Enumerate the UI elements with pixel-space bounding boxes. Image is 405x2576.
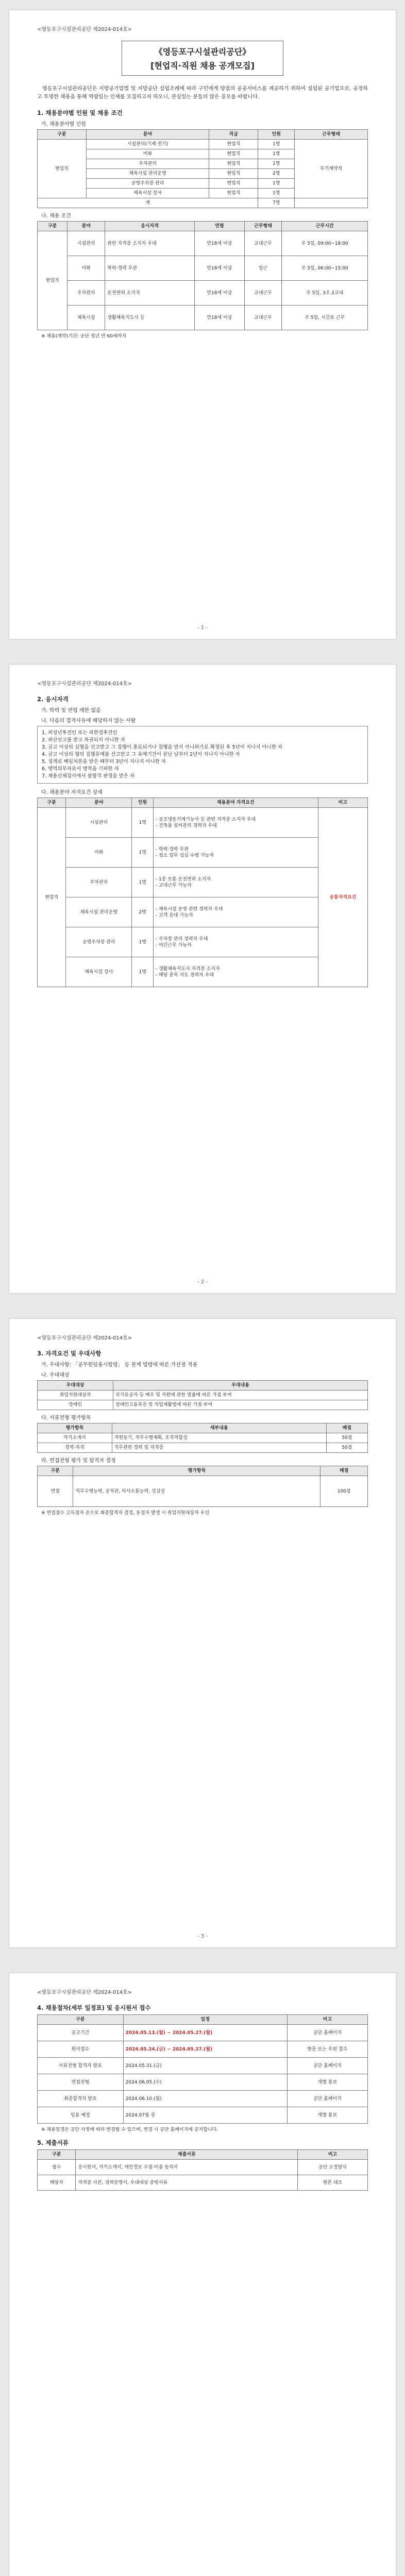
table-cell: 현업직 xyxy=(209,159,258,169)
table-header: 평가항목 xyxy=(73,1466,320,1476)
table-row xyxy=(38,1400,368,1410)
table-cell: - 학력·경력 무관 - 청소 업무 성실 수행 가능자 xyxy=(153,838,318,868)
title-box xyxy=(122,41,283,76)
table-cell: 만18세 이상 xyxy=(195,231,245,256)
table-cell: - 주차장 관리 경력자 우대 - 야간근무 가능자 xyxy=(153,927,318,957)
page-number: - 1 - xyxy=(197,625,208,631)
table-cell: 미화 xyxy=(68,256,105,281)
table-header: 평가항목 xyxy=(38,1423,112,1433)
table-cell: 1명 xyxy=(258,179,295,189)
table-cell: 장애인 xyxy=(38,1400,113,1410)
schedule-note: ※ 채용일정은 공단 사정에 따라 변경될 수 있으며, 변경 시 공단 홈페이지에 공지합니다. xyxy=(41,2127,218,2132)
table-cell: 50점 xyxy=(326,1433,367,1443)
table-cell: 필수 xyxy=(38,2160,76,2175)
table-header: 세부내용 xyxy=(112,1423,326,1433)
list-item: 3. 금고 이상의 실형을 선고받고 그 집행이 종료되거나 집행을 받지 아니하기로 확정된 후 5년이 지나지 아니한 자 xyxy=(42,744,283,750)
table-cell: 만18세 이상 xyxy=(195,281,245,306)
table-cell: 학력·경력 무관 xyxy=(105,256,195,281)
table-cell: 현업직 xyxy=(209,179,258,189)
table-cell: - 1종 보통 운전면허 소지자 - 교대근무 가능자 xyxy=(153,868,318,897)
table-cell: 공영주차장 관리 xyxy=(86,179,209,189)
table-cell: 주차관리 xyxy=(66,868,132,897)
table-header: 비고 xyxy=(318,798,367,808)
table-cell: 자격증 사본, 경력증명서, 우대대상 증빙서류 xyxy=(76,2175,298,2191)
section-2c-label: 다. 채용분야 자격요건 상세 xyxy=(41,790,103,795)
table-total-row xyxy=(38,198,368,208)
document-number: <영등포구시설관리공단 제2024-014호> xyxy=(37,1990,132,1995)
table-cell: 공단 소정양식 xyxy=(298,2160,368,2175)
table-cell: 자기소개서 xyxy=(38,1433,112,1443)
table-cell: 체육시설 강사 xyxy=(66,957,132,987)
table-header: 분야 xyxy=(68,222,105,231)
table-header: 구분 xyxy=(38,1466,73,1476)
table-cell: 2024.06.10.(월) xyxy=(123,2091,287,2107)
list-item: 5. 징계로 해임처분을 받은 때부터 3년이 지나지 아니한 자 xyxy=(42,759,166,765)
total-label: 계 xyxy=(38,198,258,208)
table-cell: 장애인고용촉진 및 직업재활법에 따른 가점 부여 xyxy=(113,1400,368,1410)
table-header: 연령 xyxy=(195,222,245,231)
table-row xyxy=(38,2058,368,2074)
table-cell: 미화 xyxy=(66,838,132,868)
table-cell: 주 5일, 09:00~18:00 xyxy=(282,231,368,256)
table-header: 분야 xyxy=(86,130,209,140)
section-3a-label: 가. 우대사항: 「공무원임용시험령」 등 관계 법령에 따른 가산점 적용 xyxy=(41,1362,198,1368)
table-cell: 개별 통보 xyxy=(287,2107,367,2124)
table-header: 구분 xyxy=(38,2150,76,2160)
table-header: 근무형태 xyxy=(244,222,282,231)
table-cell: 2024.07월 중 xyxy=(123,2107,287,2124)
table-cell: 2024.06.05.(수) xyxy=(123,2074,287,2091)
table-cell: 2명 xyxy=(132,897,154,927)
table-row xyxy=(38,231,368,256)
table-cell: 운전면허 소지자 xyxy=(105,281,195,306)
document-number: <영등포구시설관리공단 제2024-014호> xyxy=(37,1335,132,1341)
preference-table xyxy=(37,1380,368,1410)
document-page-4 xyxy=(9,1973,396,2576)
table-row xyxy=(38,281,368,306)
table-header: 비고 xyxy=(298,2150,368,2160)
document-page-1 xyxy=(9,10,396,639)
schedule-table xyxy=(37,2014,368,2124)
table-row xyxy=(38,2175,368,2191)
table-cell: 주 5일, 3조 2교대 xyxy=(282,281,368,306)
table-cell: 시설관리(기계·전기) xyxy=(86,140,209,149)
total-value: 7명 xyxy=(258,198,295,208)
table-cell: 1명 xyxy=(258,149,295,159)
document-number: <영등포구시설관리공단 제2024-014호> xyxy=(37,27,132,32)
table-header: 제출서류 xyxy=(76,2150,298,2160)
table-cell: 체육시설 관리운영 xyxy=(66,897,132,927)
table-row xyxy=(38,2041,368,2058)
page-number: - 2 - xyxy=(197,1279,208,1285)
table-cell: 응시원서, 자기소개서, 개인정보 수집·이용 동의서 xyxy=(76,2160,298,2175)
table-cell: 주차관리 xyxy=(68,281,105,306)
table-cell: 체육시설 강사 xyxy=(86,189,209,198)
table-header: 배점 xyxy=(326,1423,367,1433)
remark-cell: 공통자격요건 xyxy=(318,808,367,987)
table-cell: 생활체육지도사 등 xyxy=(105,306,195,330)
table-cell: 현업직 xyxy=(209,140,258,149)
table-row xyxy=(38,1476,368,1507)
section-3b-label: 나. 우대대상 xyxy=(41,1372,70,1378)
section-1-heading: 1. 채용분야별 인원 및 채용 조건 xyxy=(37,109,123,116)
table-cell: 2024.05.31.(금) xyxy=(123,2058,287,2074)
table-cell: 공고기간 xyxy=(38,2025,124,2041)
table-cell: 교대근무 xyxy=(244,281,282,306)
table-cell: 2명 xyxy=(258,169,295,179)
table-row xyxy=(38,2091,368,2107)
table-row xyxy=(38,1433,368,1443)
table-cell: 1명 xyxy=(258,159,295,169)
table-cell: 체육시설 관리운영 xyxy=(86,169,209,179)
table-header: 우대내용 xyxy=(113,1381,368,1391)
table-cell: 공영주차장 관리 xyxy=(66,927,132,957)
table-cell: 해당자 xyxy=(38,2175,76,2191)
table-cell: - 체육시설 운영 관련 경력자 우대 - 고객 응대 가능자 xyxy=(153,897,318,927)
table-header: 구분 xyxy=(38,130,87,140)
group-cell: 현업직 xyxy=(38,140,87,198)
table-cell: 50점 xyxy=(326,1443,367,1453)
table-cell: 만18세 이상 xyxy=(195,306,245,330)
table-header: 배점 xyxy=(320,1466,368,1476)
table-row xyxy=(38,1391,368,1400)
table-cell: 최종합격자 발표 xyxy=(38,2091,124,2107)
table-cell: 미화 xyxy=(86,149,209,159)
table-cell: 1명 xyxy=(132,808,154,838)
table-cell: 2024.05.13.(월) ~ 2024.05.27.(월) xyxy=(123,2025,287,2041)
table-cell: 1명 xyxy=(132,927,154,957)
table-row xyxy=(38,2107,368,2124)
table-cell: - 생활체육지도사 자격증 소지자 - 해당 종목 지도 경력자 우대 xyxy=(153,957,318,987)
section-2b-label: 나. 다음의 결격사유에 해당하지 않는 사람 xyxy=(41,718,136,724)
table-header: 응시자격 xyxy=(105,222,195,231)
list-item: 7. 채용신체검사에서 불합격 판정을 받은 자 xyxy=(42,773,135,779)
table-cell: 개별 통보 xyxy=(287,2074,367,2091)
table-cell: 지원동기, 직무수행계획, 조직적합성 xyxy=(112,1433,326,1443)
table-header: 인원 xyxy=(258,130,295,140)
table-row xyxy=(38,1443,368,1453)
table-cell: 1명 xyxy=(132,868,154,897)
table-cell: 직무관련 경력 및 자격증 xyxy=(112,1443,326,1453)
recruit-count-table xyxy=(37,129,368,208)
table-header: 인원 xyxy=(132,798,154,808)
table-cell: 100점 xyxy=(320,1476,368,1507)
table-header: 비고 xyxy=(287,2015,367,2025)
table-cell: 경력·자격 xyxy=(38,1443,112,1453)
document-page-2 xyxy=(9,665,396,1293)
table-header: 근무시간 xyxy=(282,222,368,231)
section-1a-label: 가. 채용분야별 인원 xyxy=(41,122,86,127)
table-row xyxy=(38,140,368,149)
table-cell: 시설관리 xyxy=(66,808,132,838)
section-2-heading: 2. 응시자격 xyxy=(37,696,69,703)
table-cell: 시설관리 xyxy=(68,231,105,256)
contract-note: ※ 채용(계약)기간: 공단 정년 만 60세까지 xyxy=(41,334,127,339)
table-cell: 공단 홈페이지 xyxy=(287,2091,367,2107)
table-cell: 만18세 이상 xyxy=(195,256,245,281)
table-row xyxy=(38,2025,368,2041)
table-row xyxy=(38,808,368,838)
table-cell: 임용 예정 xyxy=(38,2107,124,2124)
table-cell: 공단 홈페이지 xyxy=(287,2058,367,2074)
page-number: - 3 - xyxy=(197,1934,208,1939)
table-cell: 국가유공자 등 예우 및 지원에 관한 법률에 따른 가점 부여 xyxy=(113,1391,368,1400)
table-cell: 원본 대조 xyxy=(298,2175,368,2191)
table-header: 직급 xyxy=(209,130,258,140)
table-header: 구분 xyxy=(38,222,68,231)
table-header: 근무형태 xyxy=(295,130,368,140)
section-1b-label: 나. 채용 조건 xyxy=(41,213,71,219)
table-cell: 주 5일, 시간표 근무 xyxy=(282,306,368,330)
submission-table xyxy=(37,2149,368,2191)
table-cell xyxy=(295,198,368,208)
section-4-heading: 4. 채용절차(세부 일정표) 및 응시원서 접수 xyxy=(37,2004,151,2011)
org-title: 《영등포구시설관리공단》 xyxy=(154,47,251,57)
table-cell: 주 5일, 06:00~15:00 xyxy=(282,256,368,281)
table-row xyxy=(38,2160,368,2175)
section-3-heading: 3. 자격요건 및 우대사항 xyxy=(37,1350,102,1357)
interview-table xyxy=(37,1466,368,1507)
table-cell: 면접 xyxy=(38,1476,73,1507)
table-cell: 교대근무 xyxy=(244,306,282,330)
list-item: 2. 파산선고를 받고 복권되지 아니한 자 xyxy=(42,737,125,743)
disqualification-box xyxy=(37,726,368,784)
table-header: 구분 xyxy=(38,2015,124,2025)
table-cell: 1명 xyxy=(258,140,295,149)
recruit-condition-table xyxy=(37,221,368,330)
section-3c-label: 다. 서류전형 평가항목 xyxy=(41,1415,91,1421)
table-header: 일정 xyxy=(123,2015,287,2025)
table-header: 우대대상 xyxy=(38,1381,113,1391)
work-type-cell: 무기계약직 xyxy=(295,140,368,198)
group-cell: 현업직 xyxy=(38,808,66,987)
table-row xyxy=(38,256,368,281)
table-cell: 주차관리 xyxy=(86,159,209,169)
table-cell: 교대근무 xyxy=(244,231,282,256)
table-cell: 직무수행능력, 공직관, 의사소통능력, 성실성 xyxy=(73,1476,320,1507)
table-cell: 서류전형 합격자 발표 xyxy=(38,2058,124,2074)
table-cell: 취업지원대상자 xyxy=(38,1391,113,1400)
group-cell: 현업직 xyxy=(38,231,68,330)
section-3d-label: 라. 면접전형 평가 및 합격자 결정 xyxy=(41,1458,116,1464)
table-header: 분야 xyxy=(66,798,132,808)
table-header: 채용분야 자격요건 xyxy=(153,798,318,808)
list-item: 1. 피성년후견인 또는 피한정후견인 xyxy=(42,730,117,736)
table-cell: 일근 xyxy=(244,256,282,281)
table-cell: - 공조냉동기계기능사 등 관련 자격증 소지자 우대 - 건축물 설비관리 경력자 우대 xyxy=(153,808,318,838)
document-page-3 xyxy=(9,1319,396,1947)
table-cell: 면접전형 xyxy=(38,2074,124,2091)
section-2a-label: 가. 학력 및 연령 제한 없음 xyxy=(41,708,101,714)
table-cell: 방문 또는 우편 접수 xyxy=(287,2041,367,2058)
table-cell: 현업직 xyxy=(209,149,258,159)
table-cell: 1명 xyxy=(132,957,154,987)
table-header: 구분 xyxy=(38,798,66,808)
table-cell: 1명 xyxy=(132,838,154,868)
interview-note: ※ 면접점수 고득점자 순으로 최종합격자 결정, 동점자 발생 시 취업지원대상자 우선 xyxy=(41,1511,209,1516)
table-cell: 1명 xyxy=(258,189,295,198)
recruit-title: [현업직·직원 채용 공개모집] xyxy=(150,61,255,71)
table-cell: 체육시설 xyxy=(68,306,105,330)
list-item: 4. 금고 이상의 형의 집행유예를 선고받고 그 유예기간이 끝난 날부터 2년이 지나지 아니한 자 xyxy=(42,752,240,757)
table-row xyxy=(38,2074,368,2091)
table-row xyxy=(38,306,368,330)
table-cell: 공단 홈페이지 xyxy=(287,2025,367,2041)
document-screening-table xyxy=(37,1423,368,1453)
intro-paragraph: 영등포구시설관리공단은 지방공기업법 및 지방공단 설립조례에 따라 구민에게 양질의 공공서비스를 제공하기 위하여 설립된 공기업으로, 공정하고 투명한 채용을 통해 역량있는 인재를 모집하고자 하오니, 관심있는 분들의 많은 응모를 바랍니다. xyxy=(37,86,368,100)
table-cell: 현업직 xyxy=(209,189,258,198)
qualification-table xyxy=(37,798,368,987)
section-5-heading: 5. 제출서류 xyxy=(37,2139,69,2146)
list-item: 6. 병역의무자로서 병역을 기피한 자 xyxy=(42,766,119,772)
document-number: <영등포구시설관리공단 제2024-014호> xyxy=(37,681,132,687)
table-cell: 2024.05.24.(금) ~ 2024.05.27.(월) xyxy=(123,2041,287,2058)
table-cell: 현업직 xyxy=(209,169,258,179)
table-cell: 원서접수 xyxy=(38,2041,124,2058)
table-cell: 관련 자격증 소지자 우대 xyxy=(105,231,195,256)
